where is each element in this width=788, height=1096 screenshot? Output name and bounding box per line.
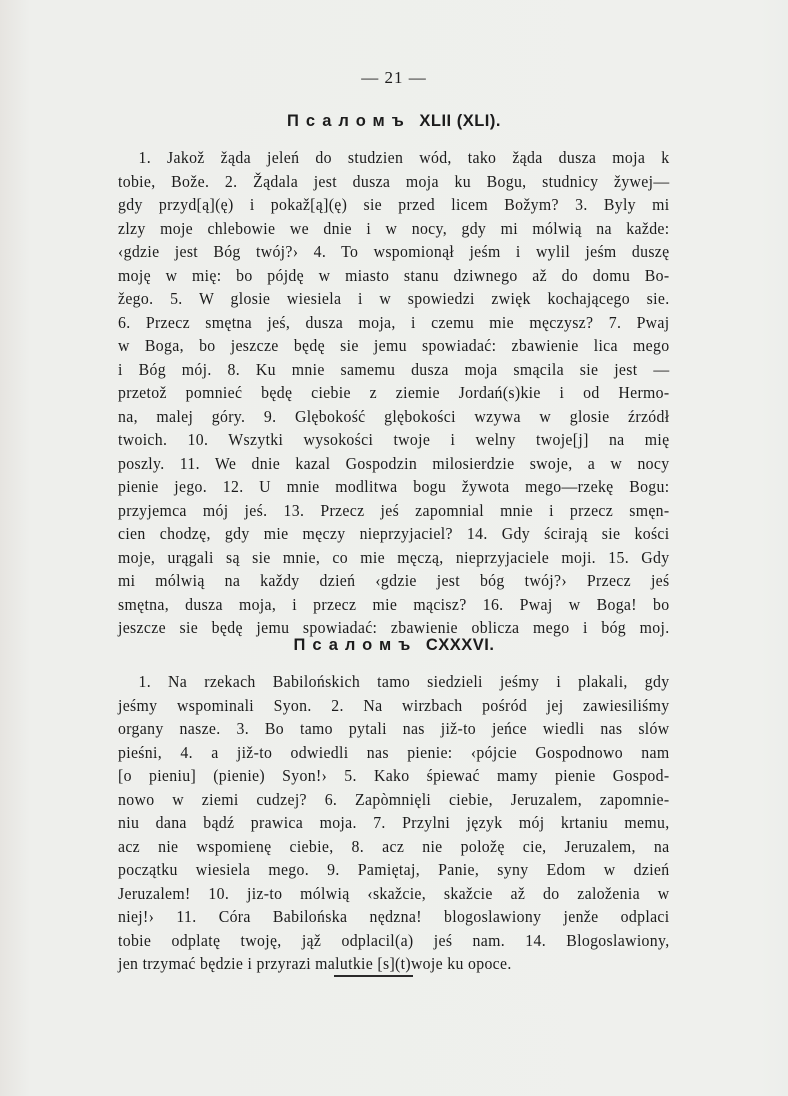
psalm-heading-word: Псаломъ: [293, 636, 418, 654]
text-line: 1. Na rzekach Babilońskich tamo siedzieli jeśmy i plakali, gdy: [138, 672, 670, 691]
text-line: nowo w ziemi cudzej? 6. Zapòmnięli ciebie, Jeruzalem, zapomnie-: [118, 789, 670, 809]
text-line: tobie odplatę twoję, jąž odplacil(a) jeś nam. 14. Blogoslawiony,: [118, 930, 670, 950]
text-line: gdy przyd[ą](ę) i pokaž[ą](ę) sie przed licem Božym? 3. Byly mi: [118, 195, 670, 214]
text-line: twoich. 10. Wszytki wysokości twoje i welny twoje[j] na mię: [118, 430, 670, 449]
text-line: na, malej góry. 9. Glębokość glębokości wzywa w glosie źrzódł: [118, 406, 670, 426]
psalm-heading-number: XLII (XLI).: [419, 112, 501, 130]
text-line: mi mólwią na každy dzień ‹gdzie jest bóg twój?› Przecz jeś: [118, 571, 670, 590]
text-line: 6. Przecz smętna jeś, dusza moja, i czemu mie męczysz? 7. Pwaj: [118, 312, 670, 332]
text-line: zlzy moje chlebowie we dnie i w nocy, gdy mi mólwią na každe:: [118, 218, 670, 238]
text-line: niej!› 11. Córa Babilońska nędzna! blogoslawiony jenže odplaci: [118, 907, 670, 926]
text-line: pienie jego. 12. U mnie modlitwa bogu žywota mego—rzekę Bogu:: [118, 477, 670, 496]
text-line: [o pieniu] (pienie) Syon!› 5. Kako śpiewać mamy pienie Gospod-: [118, 766, 670, 785]
text-line: przetož pomnieć będę ciebie z ziemie Jordań(s)kie i od Hermo-: [118, 383, 670, 402]
text-line: jeśmy wspominali Syon. 2. Na wirzbach pośród jej zawiesiliśmy: [118, 695, 670, 715]
text-line: ‹gdzie jest Bóg twój?› 4. To wspomionął jeśm i wylil jeśm duszę: [118, 242, 670, 261]
text-line: žego. 5. W glosie wiesiela i w spowiedzi zwięk kochającego sie.: [118, 289, 670, 308]
text-line: moję w mię: bo pójdę w miasto stanu dziwnego až do domu Bo-: [118, 265, 670, 285]
text-line: organy nasze. 3. Bo tamo pytali nas již-to jeńce wiedli nas slów: [118, 719, 670, 738]
psalm-text-xlii: [118, 146, 670, 640]
text-line: jen trzymać będzie i przyrazi malutkie [s](t)woje ku opoce.: [118, 954, 512, 973]
text-line: pieśni, 4. a již-to odwiedli nas pienie: ‹pójcie Gospodnowo nam: [118, 742, 670, 762]
text-line: acz nie wspomienę ciebie, 8. acz nie položę cie, Jeruzalem, na: [118, 836, 670, 856]
psalm-text-cxxxvi: [118, 670, 670, 976]
psalm-heading-number: CXXXVI.: [425, 636, 495, 654]
text-line: poszly. 11. We dnie kazal Gospodzin milosierdzie swoje, a w nocy: [118, 453, 670, 473]
psalm-heading-cxxxvi: [0, 636, 788, 655]
section-end-rule: [334, 975, 413, 977]
text-line: przyjemca mój jeś. 13. Przecz jeś zapomnial mnie i przecz smęn-: [118, 500, 670, 520]
text-line: Jeruzalem! 10. jiz-to mólwią ‹skažcie, skažcie až do založenia w: [118, 883, 670, 903]
text-line: jeszcze sie będę jemu spowiadać: zbawienie oblicza mego i bóg moj.: [118, 618, 670, 637]
text-line: tobie, Bože. 2. Žądala jest dusza moja ku Bogu, studnicy žywej—: [118, 171, 670, 191]
text-line: początku wiesiela mego. 9. Pamiętaj, Panie, syny Edom w dzień: [118, 860, 670, 879]
text-line: 1. Jakož žąda jeleń do studzien wód, tako žąda dusza moja k: [138, 148, 670, 167]
page-number: — 21 —: [361, 68, 427, 87]
text-line: w Boga, bo jeszcze będę sie jemu spowiadać: zbawienie lica mego: [118, 336, 670, 355]
text-line: moje, urągali są sie mnie, co mie męczą, nieprzyjaciele moji. 15. Gdy: [118, 547, 670, 567]
psalm-heading-word: Псаломъ: [287, 112, 411, 130]
text-line: smętna, dusza moja, i przecz mie mącisz? 16. Pwaj w Boga! bo: [118, 594, 670, 614]
text-line: niu dana bądź prawica moja. 7. Przylni język mój krtaniu memu,: [118, 813, 670, 832]
psalm-heading-xlii: [0, 112, 788, 131]
text-line: cien chodzę, gdy mie męczy nieprzyjaciel? 14. Gdy ścirają sie kości: [118, 524, 670, 543]
text-line: i Bóg mój. 8. Ku mnie samemu dusza moja smącila sie jest —: [118, 359, 670, 379]
